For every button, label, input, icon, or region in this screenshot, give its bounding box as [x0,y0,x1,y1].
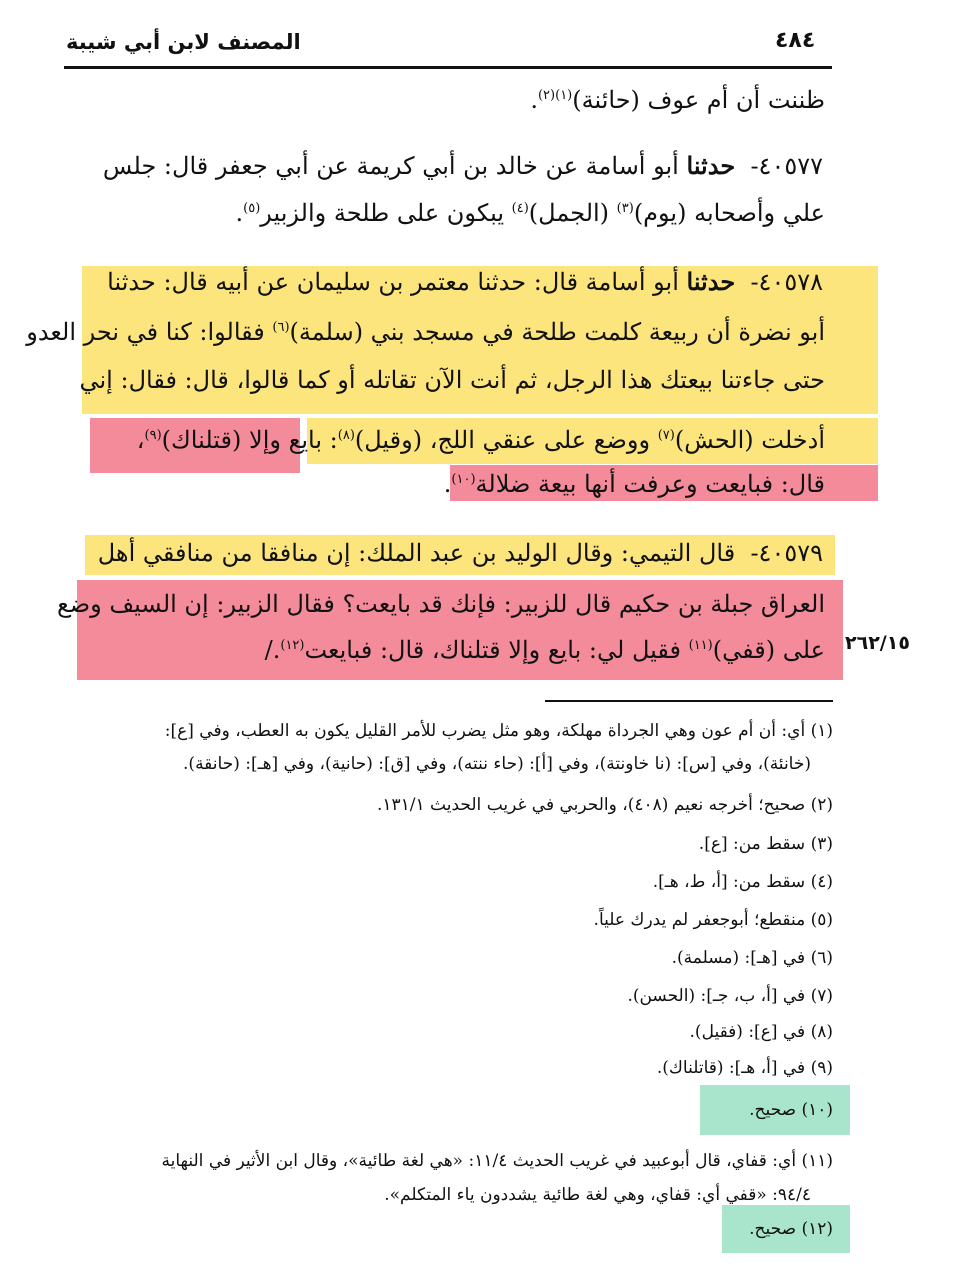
footnote-7: (٧) في [أ، ب، جـ]: (الحسن). [627,986,833,1006]
hadith-text: (الجمل) [528,199,617,227]
footnote-11-line-2: ٩٤/٤: «قفي أي: قفاي، وهي لغة طائية يشددون ياء المتكلم». [384,1185,811,1205]
hadith-40578-line-5 [85,464,825,504]
hadith-lead: حدثنا [686,267,736,296]
hadith-text: فقيل لي: بايع وإلا قتلناك، قال: فبايعت [304,636,689,664]
hadith-end: . [235,199,244,227]
hadith-text: حتى جاءتنا بيعتك هذا الرجل، ثم أنت الآن تقاتله أو كما قالوا، قال: فقال: إني [79,366,825,394]
hadith-text: العراق جبلة بن حكيم قال للزبير: فإنك قد بايعت؟ فقال الزبير: إن السيف وضع [56,590,825,618]
footnote-ref[interactable]: (٨) [337,428,355,443]
footnote-1-line-2: (خانئة)، وفي [س]: (نا خاونتة)، وفي [أ]: (حاء ننته)، وفي [ق]: (حانية)، وفي [هـ]: (حانقة). [183,754,811,774]
hadith-number: ٤٠٥٧٩- [750,539,823,567]
hadith-text: على (قفي) [712,636,825,664]
hadith-end: . [443,470,452,498]
hadith-text: يبكون على طلحة والزبير [260,199,512,227]
hadith-text: علي وأصحابه (يوم) [633,199,825,227]
footnote-ref[interactable]: (١١) [688,638,713,653]
footnote-ref[interactable]: (٧) [657,428,675,443]
hadith-number: ٤٠٥٧٨- [750,268,823,296]
footnote-ref[interactable]: (١٠) [451,472,476,487]
footnote-5: (٥) منقطع؛ أبوجعفر لم يدرك علياً. [593,910,833,930]
footnote-10: (١٠) صحيح. [749,1100,833,1120]
footnote-ref[interactable]: (١)(٢) [537,88,573,103]
intro-end: . [530,86,538,114]
footnote-ref[interactable]: (٦) [272,320,290,335]
hadith-40578-line-3 [79,360,825,400]
footnote-11-line-1: (١١) أي: قفاي، قال أبوعبيد في غريب الحديث ١١/٤: «هي لغة طائية»، وقال ابن الأثير في النهاية [161,1151,833,1171]
footnote-divider [545,700,833,702]
hadith-text: ، [136,426,145,454]
hadith-lead: حدثنا [686,151,736,180]
footnote-ref[interactable]: (٣) [616,201,634,216]
hadith-text: ووضع على عنقي اللج، (وقيل) [354,426,658,454]
hadith-text: أبو نضرة أن ربيعة كلمت طلحة في مسجد بني (سلمة) [289,318,825,346]
hadith-40579-line-3 [85,630,825,670]
footnote-4: (٤) سقط من: [أ، ط، هـ]. [652,872,833,892]
hadith-text: قال: فبايعت وعرفت أنها بيعة ضلالة [475,470,825,498]
footnote-8: (٨) في [ع]: (فقيل). [689,1022,833,1042]
footnote-ref[interactable]: (٤) [511,201,529,216]
intro-line [65,80,825,120]
footnote-ref[interactable]: (٩) [144,428,162,443]
hadith-text: قال التيمي: وقال الوليد بن عبد الملك: إن منافقا من منافقي أهل [97,539,736,567]
book-title: المصنف لابن أبي شيبة [66,30,301,54]
hadith-40578-line-1 [83,262,823,302]
footnote-3: (٣) سقط من: [ع]. [698,834,833,854]
footnote-9: (٩) في [أ، هـ]: (قاتلناك). [656,1058,833,1078]
hadith-number: ٤٠٥٧٧- [750,152,823,180]
hadith-text: فقالوا: كنا في نحر العدو [26,318,273,346]
hadith-40579-line-1 [83,533,823,573]
page-number: ٤٨٤ [775,28,816,53]
hadith-40577-line-2 [85,193,825,233]
intro-text: ظننت أن أم عوف (حائنة) [572,86,825,114]
hadith-40579-line-2 [56,584,825,624]
header-divider [64,66,832,69]
hadith-text: أبو أسامة عن خالد بن أبي كريمة عن أبي جعفر قال: جلس [102,152,679,180]
hadith-40577-line-1 [83,146,823,186]
hadith-text: أبو أسامة قال: حدثنا معتمر بن سليمان عن أبيه قال: حدثنا [107,268,679,296]
footnote-1-line-1: (١) أي: أن أم عون وهي الجرداة مهلكة، وهو مثل يضرب للأمر القليل يكون به العطب، وفي [ع]: [164,721,833,741]
hadith-text: : بايع وإلا (قتلناك) [161,426,338,454]
footnote-12: (١٢) صحيح. [749,1219,833,1239]
footnote-ref[interactable]: (١٢) [280,638,305,653]
footnote-ref[interactable]: (٥) [243,201,261,216]
footnote-2: (٢) صحيح؛ أخرجه نعيم (٤٠٨)، والحربي في غريب الحديث ١٣١/١. [376,795,833,815]
hadith-40578-line-2 [26,312,825,352]
footnote-6: (٦) في [هـ]: (مسلمة). [671,948,833,968]
hadith-text: أدخلت (الحش) [674,426,825,454]
side-reference: ٢٦٢/١٥ [845,632,910,654]
hadith-40578-line-4 [85,420,825,460]
hadith-end: ./ [264,636,281,664]
